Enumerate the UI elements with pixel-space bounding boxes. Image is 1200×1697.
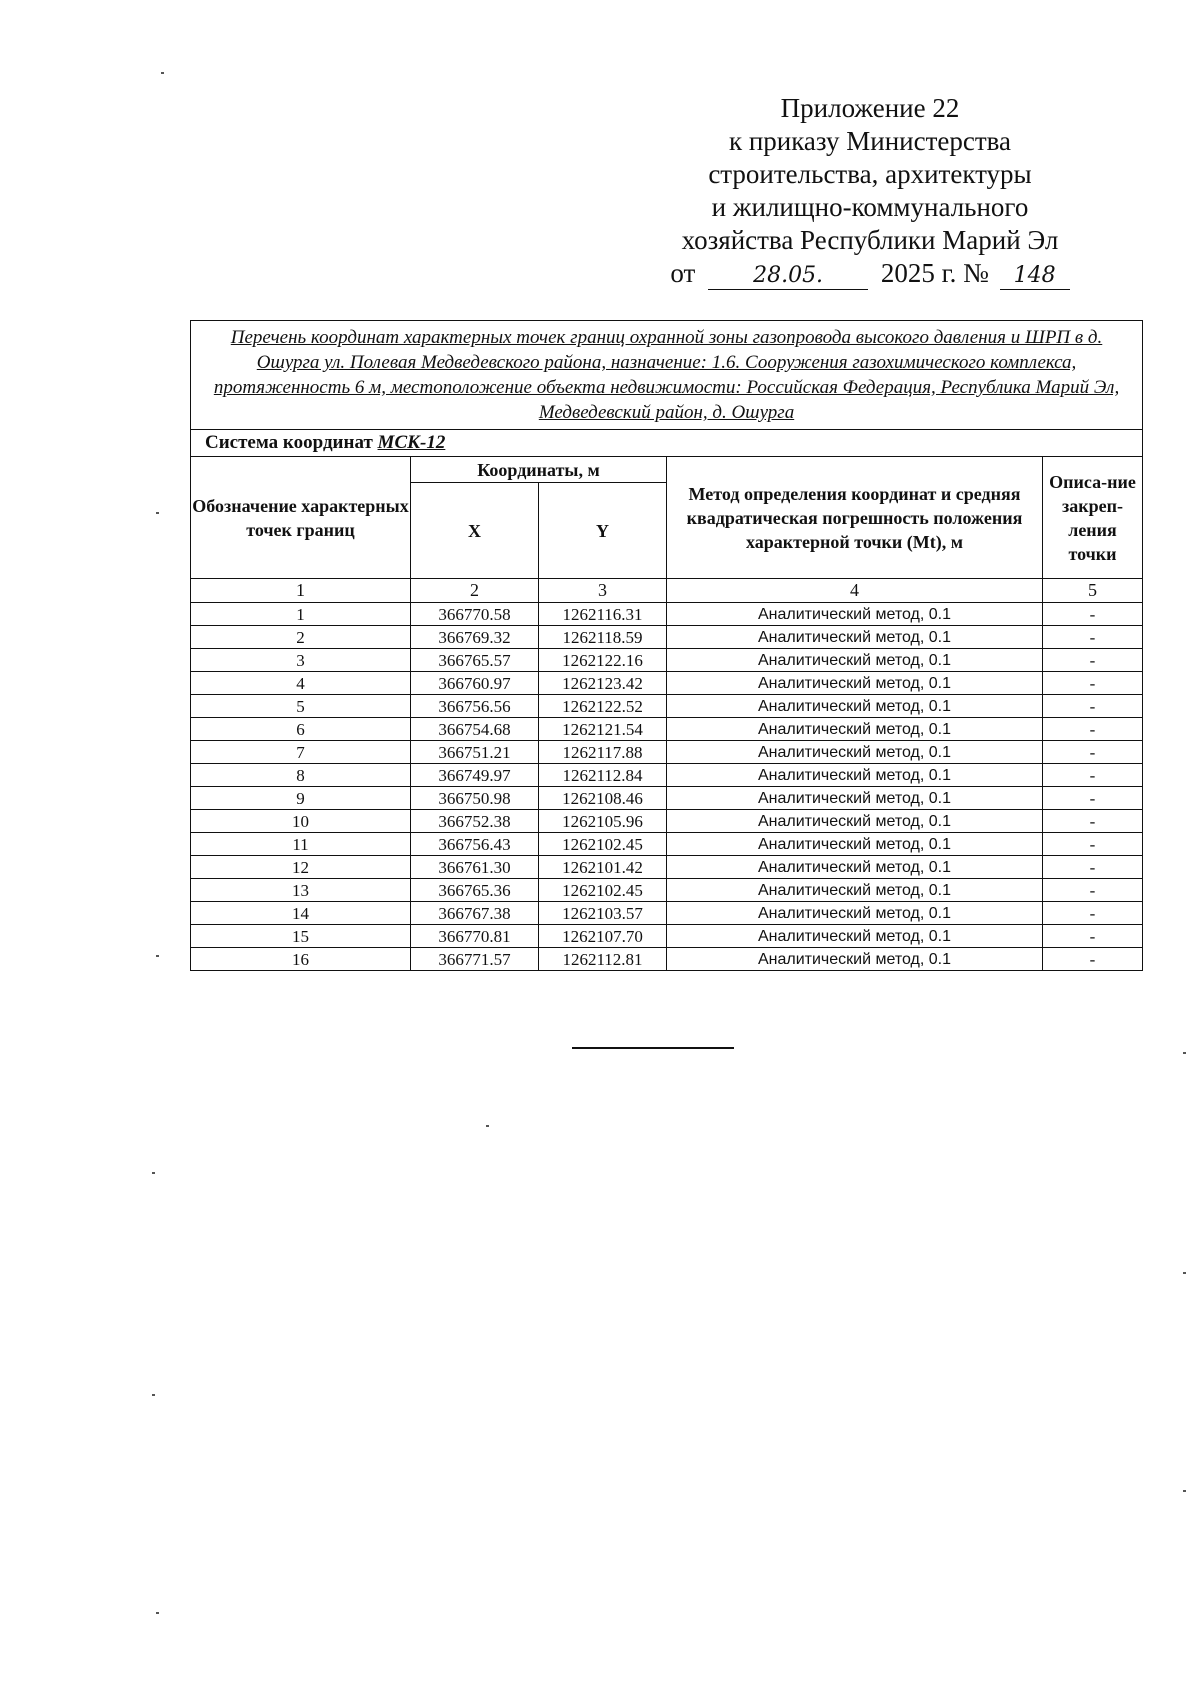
cell-desc: - xyxy=(1043,810,1143,833)
cell-x: 366770.58 xyxy=(411,603,539,626)
cell-desc: - xyxy=(1043,925,1143,948)
scan-speck xyxy=(156,512,159,514)
column-number: 4 xyxy=(667,579,1043,603)
cell-x: 366771.57 xyxy=(411,948,539,971)
table-row xyxy=(191,902,1143,925)
cell-desc: - xyxy=(1043,603,1143,626)
column-number: 3 xyxy=(539,579,667,603)
cell-point: 1 xyxy=(191,603,411,626)
cell-y: 1262108.46 xyxy=(539,787,667,810)
cell-point: 3 xyxy=(191,649,411,672)
cell-x: 366750.98 xyxy=(411,787,539,810)
cell-method: Аналитический метод, 0.1 xyxy=(667,879,1043,902)
cell-desc: - xyxy=(1043,833,1143,856)
scan-speck xyxy=(152,1172,155,1174)
table-row xyxy=(191,925,1143,948)
table-row xyxy=(191,879,1143,902)
heading-line-1: Приложение 22 xyxy=(780,93,960,123)
cell-point: 10 xyxy=(191,810,411,833)
appendix-heading xyxy=(660,92,1080,290)
heading-line-2: к приказу Министерства xyxy=(728,126,1012,156)
scan-speck xyxy=(161,72,164,74)
cell-x: 366754.68 xyxy=(411,718,539,741)
cell-desc: - xyxy=(1043,672,1143,695)
cell-method: Аналитический метод, 0.1 xyxy=(667,649,1043,672)
coordinate-system-label: Система координат xyxy=(205,432,373,453)
scan-speck xyxy=(1183,1272,1186,1274)
cell-y: 1262112.81 xyxy=(539,948,667,971)
cell-x: 366765.57 xyxy=(411,649,539,672)
table-row xyxy=(191,603,1143,626)
heading-line-4: и жилищно-коммунального xyxy=(711,192,1029,222)
column-number: 2 xyxy=(411,579,539,603)
column-number: 5 xyxy=(1043,579,1143,603)
coordinate-system xyxy=(191,430,1143,457)
cell-method: Аналитический метод, 0.1 xyxy=(667,672,1043,695)
cell-x: 366769.32 xyxy=(411,626,539,649)
cell-method: Аналитический метод, 0.1 xyxy=(667,718,1043,741)
cell-desc: - xyxy=(1043,649,1143,672)
cell-method: Аналитический метод, 0.1 xyxy=(667,925,1043,948)
cell-desc: - xyxy=(1043,764,1143,787)
cell-point: 12 xyxy=(191,856,411,879)
cell-point: 6 xyxy=(191,718,411,741)
table-row xyxy=(191,626,1143,649)
table-row xyxy=(191,833,1143,856)
column-number: 1 xyxy=(191,579,411,603)
cell-method: Аналитический метод, 0.1 xyxy=(667,856,1043,879)
cell-point: 13 xyxy=(191,879,411,902)
cell-method: Аналитический метод, 0.1 xyxy=(667,902,1043,925)
scan-speck xyxy=(156,955,159,957)
header-method: Метод определения координат и средняя квадратическая погрешность положения характерной точки (Mt), м xyxy=(667,457,1043,579)
cell-method: Аналитический метод, 0.1 xyxy=(667,948,1043,971)
cell-desc: - xyxy=(1043,856,1143,879)
cell-y: 1262101.42 xyxy=(539,856,667,879)
table-row xyxy=(191,787,1143,810)
order-date-number-line xyxy=(660,257,1080,290)
header-x: X xyxy=(411,483,539,579)
cell-point: 5 xyxy=(191,695,411,718)
cell-desc: - xyxy=(1043,626,1143,649)
from-label: от xyxy=(670,258,696,288)
cell-desc: - xyxy=(1043,741,1143,764)
cell-x: 366761.30 xyxy=(411,856,539,879)
coordinate-system-value: МСК-12 xyxy=(377,432,446,453)
cell-y: 1262102.45 xyxy=(539,879,667,902)
cell-point: 15 xyxy=(191,925,411,948)
cell-point: 8 xyxy=(191,764,411,787)
table-row xyxy=(191,764,1143,787)
cell-method: Аналитический метод, 0.1 xyxy=(667,810,1043,833)
cell-y: 1262112.84 xyxy=(539,764,667,787)
header-point-designation: Обозначение характерных точек границ xyxy=(191,457,411,579)
table-caption: Перечень координат характерных точек границ охранной зоны газопровода высокого давления и ШРП в д. Ошурга ул. Полевая Медведевского района, назначение: 1.6. Сооружения газохимического комплекса, протяженность 6 м, местоположение объекта недвижимости: Российская Федерация, Республика Марий Эл, Медведевский район, д. Ошурга xyxy=(191,321,1143,430)
cell-method: Аналитический метод, 0.1 xyxy=(667,764,1043,787)
cell-desc: - xyxy=(1043,695,1143,718)
cell-method: Аналитический метод, 0.1 xyxy=(667,787,1043,810)
column-number-row xyxy=(191,579,1143,603)
cell-desc: - xyxy=(1043,718,1143,741)
table-row xyxy=(191,718,1143,741)
scan-speck xyxy=(1183,1052,1186,1054)
table-row xyxy=(191,856,1143,879)
cell-point: 4 xyxy=(191,672,411,695)
cell-method: Аналитический метод, 0.1 xyxy=(667,603,1043,626)
cell-y: 1262103.57 xyxy=(539,902,667,925)
cell-x: 366770.81 xyxy=(411,925,539,948)
cell-y: 1262102.45 xyxy=(539,833,667,856)
scan-speck xyxy=(1183,1490,1186,1492)
cell-x: 366749.97 xyxy=(411,764,539,787)
cell-y: 1262121.54 xyxy=(539,718,667,741)
cell-desc: - xyxy=(1043,787,1143,810)
handwritten-date: 28.05. xyxy=(708,263,868,290)
cell-x: 366767.38 xyxy=(411,902,539,925)
cell-desc: - xyxy=(1043,902,1143,925)
cell-x: 366765.36 xyxy=(411,879,539,902)
data-rows xyxy=(191,603,1143,971)
cell-y: 1262116.31 xyxy=(539,603,667,626)
cell-y: 1262122.52 xyxy=(539,695,667,718)
cell-point: 9 xyxy=(191,787,411,810)
cell-method: Аналитический метод, 0.1 xyxy=(667,833,1043,856)
cell-desc: - xyxy=(1043,948,1143,971)
table-row xyxy=(191,695,1143,718)
heading-line-3: строительства, архитектуры xyxy=(708,159,1032,189)
cell-method: Аналитический метод, 0.1 xyxy=(667,626,1043,649)
cell-point: 14 xyxy=(191,902,411,925)
handwritten-order-number: 148 xyxy=(1000,263,1070,290)
header-y: Y xyxy=(539,483,667,579)
cell-method: Аналитический метод, 0.1 xyxy=(667,741,1043,764)
year-number-label: 2025 г. № xyxy=(880,258,989,288)
header-fixing-description: Описа-ние закреп-ления точки xyxy=(1043,457,1143,579)
cell-point: 7 xyxy=(191,741,411,764)
cell-y: 1262107.70 xyxy=(539,925,667,948)
scan-speck xyxy=(152,1394,155,1396)
cell-y: 1262118.59 xyxy=(539,626,667,649)
table-row xyxy=(191,672,1143,695)
table-row xyxy=(191,948,1143,971)
cell-y: 1262123.42 xyxy=(539,672,667,695)
cell-method: Аналитический метод, 0.1 xyxy=(667,695,1043,718)
cell-point: 16 xyxy=(191,948,411,971)
scan-speck xyxy=(486,1125,489,1127)
cell-y: 1262105.96 xyxy=(539,810,667,833)
header-coordinates: Координаты, м xyxy=(411,457,667,483)
table-row xyxy=(191,810,1143,833)
cell-y: 1262117.88 xyxy=(539,741,667,764)
cell-desc: - xyxy=(1043,879,1143,902)
heading-line-5: хозяйства Республики Марий Эл xyxy=(681,225,1059,255)
cell-x: 366756.56 xyxy=(411,695,539,718)
cell-x: 366751.21 xyxy=(411,741,539,764)
cell-point: 11 xyxy=(191,833,411,856)
coordinates-table xyxy=(190,320,1143,971)
table-row xyxy=(191,649,1143,672)
cell-point: 2 xyxy=(191,626,411,649)
cell-x: 366756.43 xyxy=(411,833,539,856)
table-row xyxy=(191,741,1143,764)
cell-x: 366760.97 xyxy=(411,672,539,695)
cell-x: 366752.38 xyxy=(411,810,539,833)
cell-y: 1262122.16 xyxy=(539,649,667,672)
scan-speck xyxy=(156,1612,159,1614)
end-rule xyxy=(572,1047,734,1049)
